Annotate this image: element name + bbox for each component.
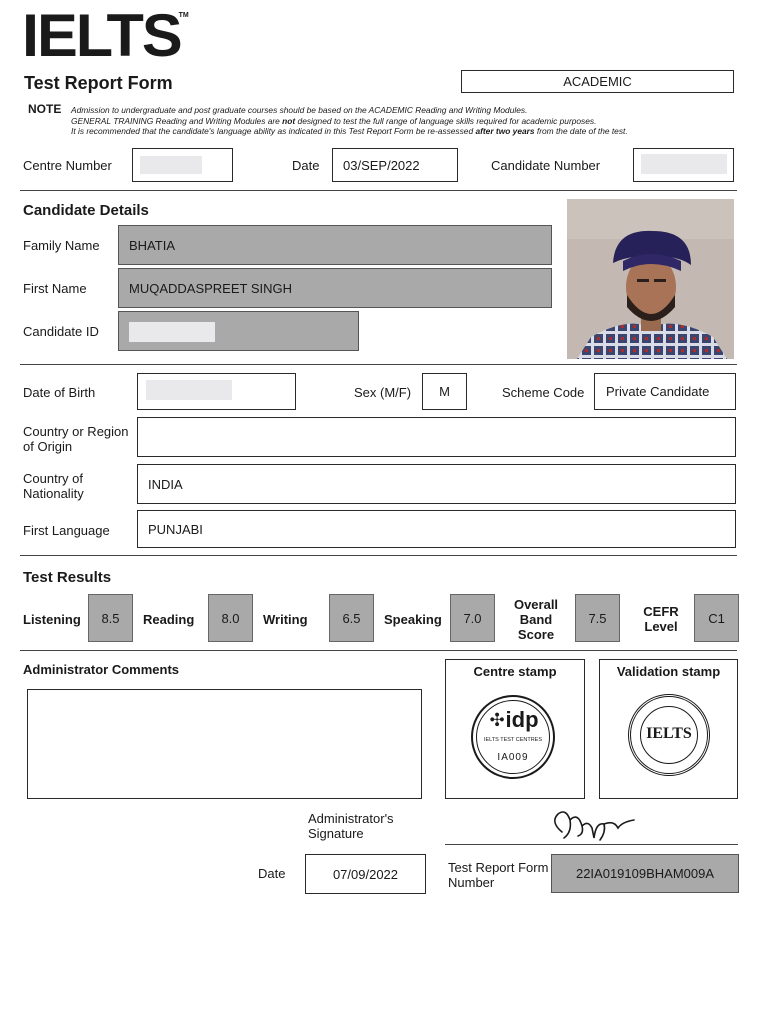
overall-band-score: 7.5: [575, 594, 620, 642]
idp-subtext: IELTS TEST CENTRES: [483, 737, 543, 743]
centre-number-redaction: [140, 156, 202, 174]
listening-score: 8.5: [88, 594, 133, 642]
validation-seal: [628, 694, 710, 776]
first-language-field: PUNJABI: [137, 510, 736, 548]
signature-line: [445, 844, 738, 845]
writing-label: Writing: [263, 612, 308, 627]
module-box: ACADEMIC: [461, 70, 734, 93]
sex-field: M: [422, 373, 467, 410]
candidate-id-redaction: [129, 322, 215, 342]
divider: [20, 650, 737, 651]
first-name-field: MUQADDASPREET SINGH: [118, 268, 552, 308]
ielts-logo-text: IELTS: [22, 2, 181, 69]
writing-score: 6.5: [329, 594, 374, 642]
divider: [20, 555, 737, 556]
scheme-code-field: Private Candidate: [594, 373, 736, 410]
validation-stamp-box: [599, 659, 738, 799]
test-date-label: Date: [292, 158, 320, 173]
family-name-field: BHATIA: [118, 225, 552, 265]
candidate-id-label: Candidate ID: [23, 324, 99, 339]
trademark-mark: TM: [178, 12, 189, 19]
scheme-code-label: Scheme Code: [502, 385, 585, 400]
candidate-number-field: [633, 148, 734, 182]
reading-score: 8.0: [208, 594, 253, 642]
date-of-birth-field: [137, 373, 296, 410]
idp-logo: [483, 709, 545, 731]
test-date-field: 03/SEP/2022: [332, 148, 458, 182]
admin-signature-label: Administrator's Signature: [308, 811, 394, 841]
candidate-id-field: [118, 311, 359, 351]
reading-label: Reading: [143, 612, 195, 627]
trf-number-field: 22IA019109BHAM009A: [551, 854, 739, 893]
speaking-score: 7.0: [450, 594, 495, 642]
note-label: NOTE: [28, 102, 62, 116]
admin-comments-label: Administrator Comments: [23, 662, 180, 677]
cefr-level-label: CEFR Level: [643, 604, 679, 634]
form-title: Test Report Form: [24, 73, 173, 93]
centre-stamp-box: [445, 659, 585, 799]
first-language-label: First Language: [23, 523, 110, 538]
first-name-label: First Name: [23, 281, 87, 296]
idp-centre-code: IA009: [497, 752, 529, 763]
validation-stamp-label: Validation stamp: [616, 664, 721, 679]
ielts-logo: [22, 2, 189, 69]
candidate-number-redaction: [641, 154, 727, 174]
signature-scribble: [548, 802, 638, 844]
idp-logo-text: idp: [505, 707, 539, 732]
note-text: [71, 105, 628, 137]
note-line-2: GENERAL TRAINING Reading and Writing Modules are not designed to test the full range of language skills required for academic purposes.: [71, 115, 597, 126]
divider: [20, 364, 737, 365]
note-line-3: It is recommended that the candidate's language ability as indicated in this Test Report Form be re-assessed after two years from the date of the test.: [71, 126, 628, 136]
family-name-label: Family Name: [23, 238, 100, 253]
admin-signature: [548, 802, 638, 844]
admin-date-field: 07/09/2022: [305, 854, 426, 894]
date-of-birth-redaction: [146, 380, 232, 400]
trf-number-label: Test Report Form Number: [448, 860, 549, 890]
speaking-label: Speaking: [384, 612, 442, 627]
overall-band-label: Overall Band Score: [513, 597, 559, 642]
country-of-origin-field: [137, 417, 736, 457]
candidate-number-label: Candidate Number: [491, 158, 601, 173]
note-line-1: Admission to undergraduate and post graduate courses should be based on the ACADEMIC Reading and Writing Modules.: [71, 105, 528, 115]
centre-number-field: [132, 148, 233, 182]
sex-label: Sex (M/F): [354, 385, 412, 400]
candidate-photo-image: [567, 199, 734, 359]
test-results-heading: Test Results: [23, 569, 112, 586]
validation-seal-text: IELTS: [646, 725, 692, 742]
date-of-birth-label: Date of Birth: [23, 385, 96, 400]
admin-comments-box: [27, 689, 422, 799]
centre-stamp-label: Centre stamp: [473, 664, 557, 679]
cefr-level-score: C1: [694, 594, 739, 642]
centre-number-label: Centre Number: [23, 158, 112, 173]
divider: [20, 190, 737, 191]
listening-label: Listening: [23, 612, 81, 627]
idp-stamp: [471, 695, 555, 779]
candidate-details-heading: Candidate Details: [23, 202, 149, 219]
nationality-label: Country of Nationality: [23, 471, 84, 501]
idp-leaf-icon: ✣: [489, 710, 505, 730]
country-of-origin-label: Country or Region of Origin: [23, 424, 129, 454]
admin-date-label: Date: [258, 866, 286, 881]
nationality-field: INDIA: [137, 464, 736, 504]
candidate-photo: [567, 199, 734, 359]
